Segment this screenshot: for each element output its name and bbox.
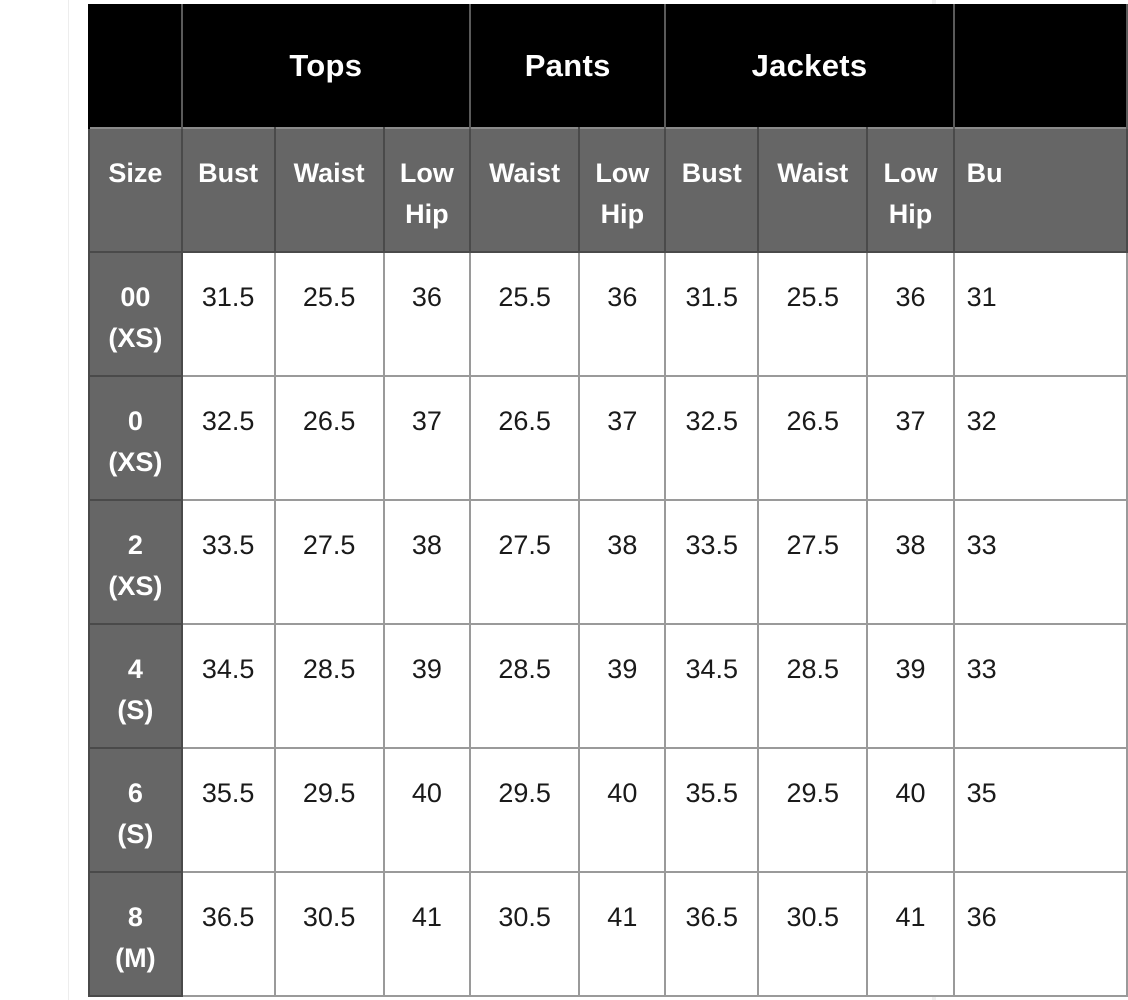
group-header-corner: [89, 4, 182, 128]
cell-jackets-bust: 36.5: [665, 872, 758, 996]
cell-next-bust: 36: [954, 872, 1127, 996]
sub-header-tops-bust: Bust: [182, 128, 275, 252]
cell-next-bust: 33: [954, 500, 1127, 624]
sub-header-tops-waist: Waist: [275, 128, 384, 252]
cell-pants-waist: 30.5: [470, 872, 579, 996]
cell-jackets-low-hip: 40: [867, 748, 953, 872]
cell-pants-low-hip: 40: [579, 748, 665, 872]
size-letter: (S): [117, 695, 154, 725]
cell-pants-low-hip: 36: [579, 252, 665, 376]
size-chart-body: [89, 252, 1127, 996]
table-row: [89, 872, 1127, 996]
size-number: 4: [127, 654, 143, 684]
cell-jackets-low-hip: 36: [867, 252, 953, 376]
cell-tops-low-hip: 39: [384, 624, 470, 748]
cell-pants-waist: 25.5: [470, 252, 579, 376]
size-letter: (M): [115, 943, 156, 973]
cell-pants-waist: 29.5: [470, 748, 579, 872]
cell-jackets-waist: 28.5: [758, 624, 867, 748]
cell-pants-waist: 28.5: [470, 624, 579, 748]
cell-next-bust: 31: [954, 252, 1127, 376]
sub-header-pants-waist: Waist: [470, 128, 579, 252]
size-cell: [89, 376, 182, 500]
cell-next-bust: 35: [954, 748, 1127, 872]
size-cell: [89, 624, 182, 748]
table-row: [89, 624, 1127, 748]
sub-header-size: Size: [89, 128, 182, 252]
table-row: [89, 748, 1127, 872]
size-number: 8: [127, 902, 143, 932]
sub-header-jackets-low-hip: Low Hip: [867, 128, 953, 252]
cell-jackets-waist: 27.5: [758, 500, 867, 624]
size-number: 00: [120, 282, 151, 312]
sub-header-pants-low-hip: Low Hip: [579, 128, 665, 252]
cell-tops-bust: 34.5: [182, 624, 275, 748]
cell-jackets-bust: 31.5: [665, 252, 758, 376]
cell-tops-low-hip: 41: [384, 872, 470, 996]
cell-next-bust: 33: [954, 624, 1127, 748]
cell-tops-bust: 31.5: [182, 252, 275, 376]
sub-header-jackets-waist: Waist: [758, 128, 867, 252]
size-letter: (XS): [108, 323, 163, 353]
cell-pants-low-hip: 41: [579, 872, 665, 996]
cell-jackets-low-hip: 37: [867, 376, 953, 500]
cell-next-bust: 32: [954, 376, 1127, 500]
size-chart-table: [88, 4, 1128, 997]
cell-tops-low-hip: 40: [384, 748, 470, 872]
table-row: [89, 376, 1127, 500]
cell-jackets-waist: 29.5: [758, 748, 867, 872]
cell-tops-bust: 33.5: [182, 500, 275, 624]
cell-tops-bust: 35.5: [182, 748, 275, 872]
group-header-next: [954, 4, 1127, 128]
cell-pants-low-hip: 39: [579, 624, 665, 748]
cell-tops-bust: 32.5: [182, 376, 275, 500]
cell-pants-waist: 27.5: [470, 500, 579, 624]
group-header-row: [89, 4, 1127, 128]
group-header-jackets: Jackets: [665, 4, 953, 128]
cell-tops-low-hip: 38: [384, 500, 470, 624]
cell-tops-waist: 26.5: [275, 376, 384, 500]
cell-tops-bust: 36.5: [182, 872, 275, 996]
cell-tops-low-hip: 36: [384, 252, 470, 376]
size-cell: [89, 252, 182, 376]
sub-header-jackets-bust: Bust: [665, 128, 758, 252]
size-number: 2: [127, 530, 143, 560]
size-letter: (XS): [108, 571, 163, 601]
cell-jackets-waist: 30.5: [758, 872, 867, 996]
size-letter: (S): [117, 819, 154, 849]
cell-tops-waist: 27.5: [275, 500, 384, 624]
cell-tops-waist: 25.5: [275, 252, 384, 376]
cell-jackets-low-hip: 38: [867, 500, 953, 624]
size-cell: [89, 500, 182, 624]
cell-pants-waist: 26.5: [470, 376, 579, 500]
size-number: 6: [127, 778, 143, 808]
cell-jackets-low-hip: 41: [867, 872, 953, 996]
size-chart-scroll-area[interactable]: [88, 4, 1003, 1000]
cell-pants-low-hip: 37: [579, 376, 665, 500]
cell-tops-low-hip: 37: [384, 376, 470, 500]
group-header-pants: Pants: [470, 4, 665, 128]
size-cell: [89, 872, 182, 996]
cell-jackets-bust: 33.5: [665, 500, 758, 624]
group-header-tops: Tops: [182, 4, 470, 128]
size-number: 0: [127, 406, 143, 436]
size-cell: [89, 748, 182, 872]
sub-header-row: [89, 128, 1127, 252]
size-letter: (XS): [108, 447, 163, 477]
cell-jackets-low-hip: 39: [867, 624, 953, 748]
cell-jackets-waist: 26.5: [758, 376, 867, 500]
cell-tops-waist: 29.5: [275, 748, 384, 872]
cell-tops-waist: 28.5: [275, 624, 384, 748]
table-row: [89, 500, 1127, 624]
sub-header-tops-low-hip: Low Hip: [384, 128, 470, 252]
cell-jackets-bust: 35.5: [665, 748, 758, 872]
table-row: [89, 252, 1127, 376]
cell-pants-low-hip: 38: [579, 500, 665, 624]
cell-jackets-bust: 34.5: [665, 624, 758, 748]
cell-tops-waist: 30.5: [275, 872, 384, 996]
sub-header-next-bust: Bu: [954, 128, 1127, 252]
cell-jackets-bust: 32.5: [665, 376, 758, 500]
cell-jackets-waist: 25.5: [758, 252, 867, 376]
